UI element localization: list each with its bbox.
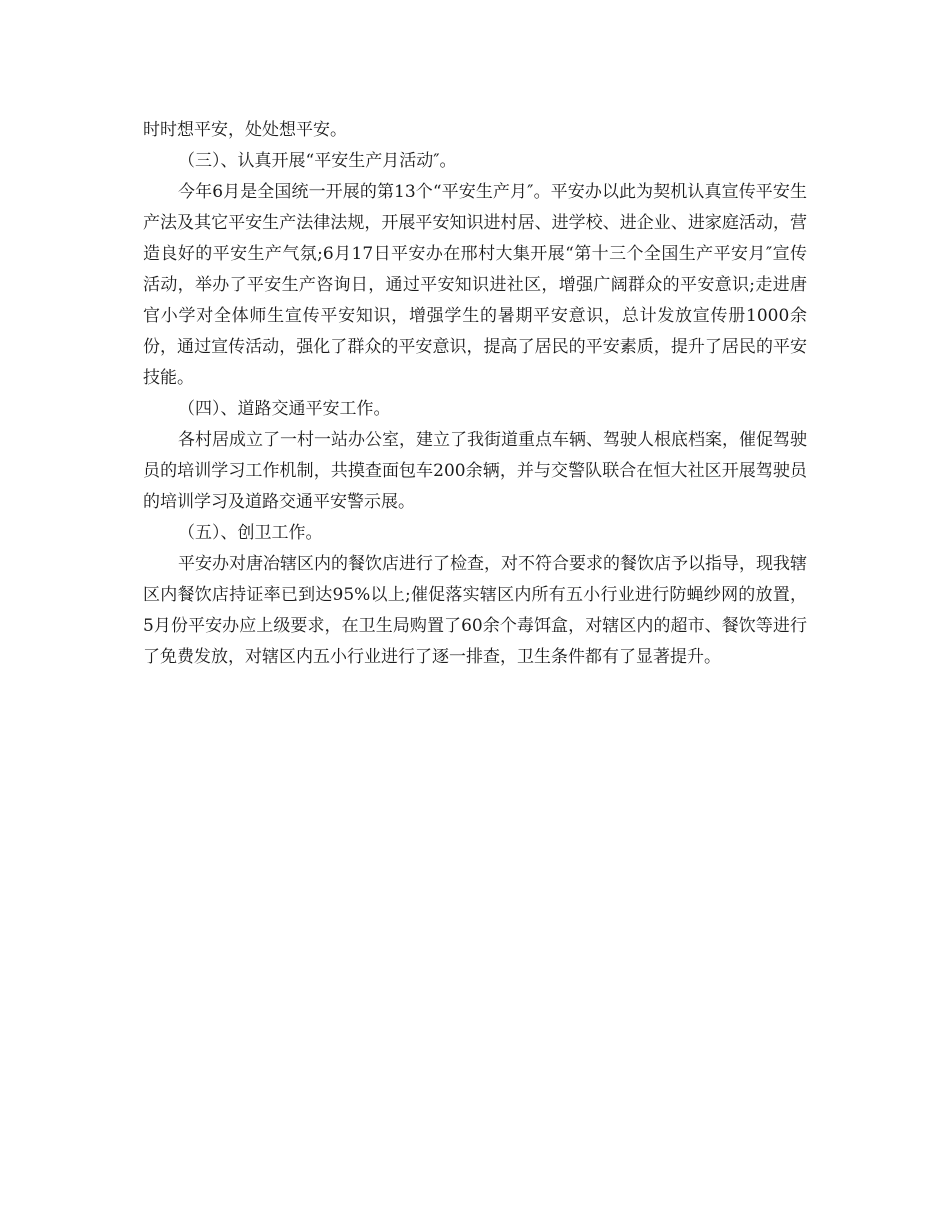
section-heading-4: （四）、道路交通平安工作。 [178, 399, 391, 419]
section-heading-3: （三）、认真开展“平安生产月活动″。 [178, 151, 457, 171]
paragraph-safety-month: 今年6月是全国统一开展的第13个“平安生产月″。平安办以此为契机认真宣传平安生产法及其它平安生产法律法规，开展平安知识进村居、进学校、进企业、进家庭活动，营造良好的平安生产气氛;6月17日平安办在邢村大集开展“第十三个全国生产平安月″宣传活动，举办了平安生产咨询日，通过平安知识进社区，增强广阔群众的平安意识;走进唐官小学对全体师生宣传平安知识，增强学生的暑期平安意识，总计发放宣传册1000余份，通过宣传活动，强化了群众的平安意识，提高了居民的平安素质，提升了居民的平安技能。 [143, 182, 807, 388]
paragraph-continuation: 时时想平安，处处想平安。 [143, 120, 347, 140]
paragraph-sanitation: 平安办对唐冶辖区内的餐饮店进行了检查，对不符合要求的餐饮店予以指导，现我辖区内餐饮店持证率已到达95%以上;催促落实辖区内所有五小行业进行防蝇纱网的放置，5月份平安办应上级要求，在卫生局购置了60余个毒饵盒，对辖区内的超市、餐饮等进行了免费发放，对辖区内五小行业进行了逐一排查，卫生条件都有了显著提升。 [143, 554, 807, 667]
section-heading-5: （五）、创卫工作。 [178, 523, 323, 543]
document-body [143, 115, 807, 673]
paragraph-road-traffic: 各村居成立了一村一站办公室，建立了我街道重点车辆、驾驶人根底档案，催促驾驶员的培训学习工作机制，共摸查面包车200余辆，并与交警队联合在恒大社区开展驾驶员的培训学习及道路交通平安警示展。 [143, 430, 807, 512]
